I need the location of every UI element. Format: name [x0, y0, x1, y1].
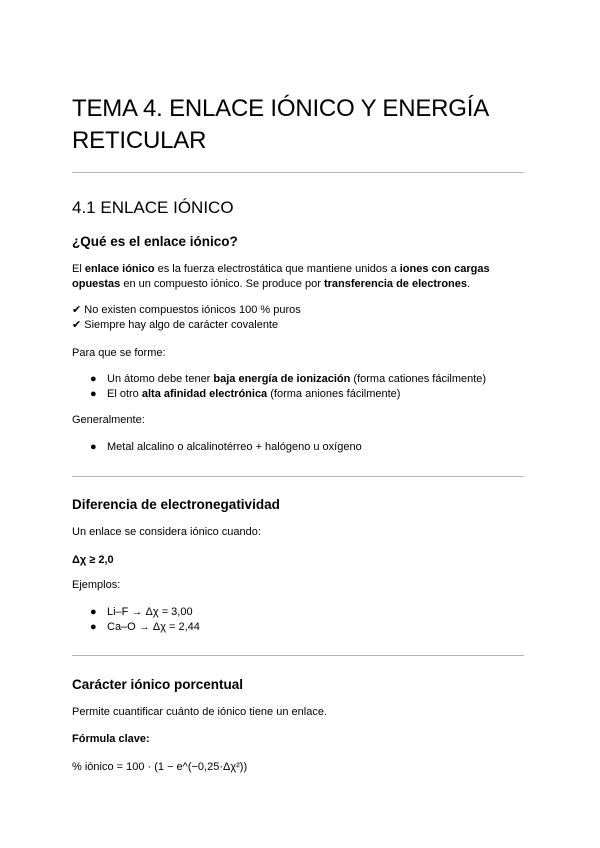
list-item	[72, 620, 200, 635]
list-item	[72, 372, 486, 387]
item-text: (forma cationes fácilmente)	[350, 373, 487, 385]
divider	[72, 476, 524, 477]
examples-label: Ejemplos:	[72, 579, 121, 591]
formula: % iónico = 100 · (1 − e^(−0,25·Δχ²))	[72, 761, 248, 773]
intro-text: El	[72, 263, 85, 275]
bullet-icon: ●	[90, 388, 97, 400]
intro-bold-term: iones con cargas opuestas	[72, 263, 490, 290]
item-text: Un átomo debe tener	[107, 373, 214, 385]
intro-text: .	[467, 278, 471, 290]
intro-text: en un compuesto iónico. Se produce por	[120, 278, 324, 290]
intro-text: es la fuerza electrostática que mantiene unidos a	[154, 263, 400, 275]
diff-intro: Un enlace se considera iónico cuando:	[72, 526, 261, 538]
intro-bold-term: enlace iónico	[84, 263, 155, 275]
section-heading: 4.1 ENLACE IÓNICO	[72, 198, 234, 217]
list-item	[72, 440, 362, 455]
item-bold: alta afinidad electrónica	[141, 388, 268, 400]
item-text: Metal alcalino o alcalinotérreo + halógeno u oxígeno	[107, 441, 362, 453]
item-text: Li–F → Δχ = 3,00	[107, 606, 193, 618]
check-line: ✔ No existen compuestos iónicos 100 % puros	[72, 304, 301, 316]
check-line: ✔ Siempre hay algo de carácter covalente	[72, 319, 279, 331]
subheading-what: ¿Qué es el enlace iónico?	[72, 234, 238, 249]
generally-list	[72, 440, 362, 455]
formula-label: Fórmula clave:	[72, 733, 150, 745]
examples-list	[72, 605, 200, 635]
subheading-percent: Carácter iónico porcentual	[72, 677, 244, 692]
divider	[72, 172, 524, 173]
intro-paragraph	[72, 262, 524, 292]
bullet-icon: ●	[90, 373, 97, 385]
item-bold: baja energía de ionización	[213, 373, 351, 385]
para-forme: Para que se forme:	[72, 347, 166, 359]
item-text: Ca–O → Δχ = 2,44	[107, 621, 200, 633]
list-item	[72, 605, 200, 620]
item-text: El otro	[107, 388, 142, 400]
bullet-icon: ●	[90, 441, 97, 453]
page-title: TEMA 4. ENLACE IÓNICO Y ENERGÍA RETICULAR	[72, 95, 488, 154]
list-item	[72, 387, 486, 402]
diff-condition: Δχ ≥ 2,0	[72, 554, 114, 566]
bullet-icon: ●	[90, 621, 97, 633]
percent-intro: Permite cuantificar cuánto de iónico tiene un enlace.	[72, 706, 327, 718]
intro-bold-term: transferencia de electrones	[323, 278, 468, 290]
forme-list	[72, 372, 486, 402]
bullet-icon: ●	[90, 606, 97, 618]
generally-label: Generalmente:	[72, 414, 145, 426]
divider	[72, 655, 524, 656]
item-text: (forma aniones fácilmente)	[267, 388, 401, 400]
subheading-diff: Diferencia de electronegatividad	[72, 497, 280, 512]
